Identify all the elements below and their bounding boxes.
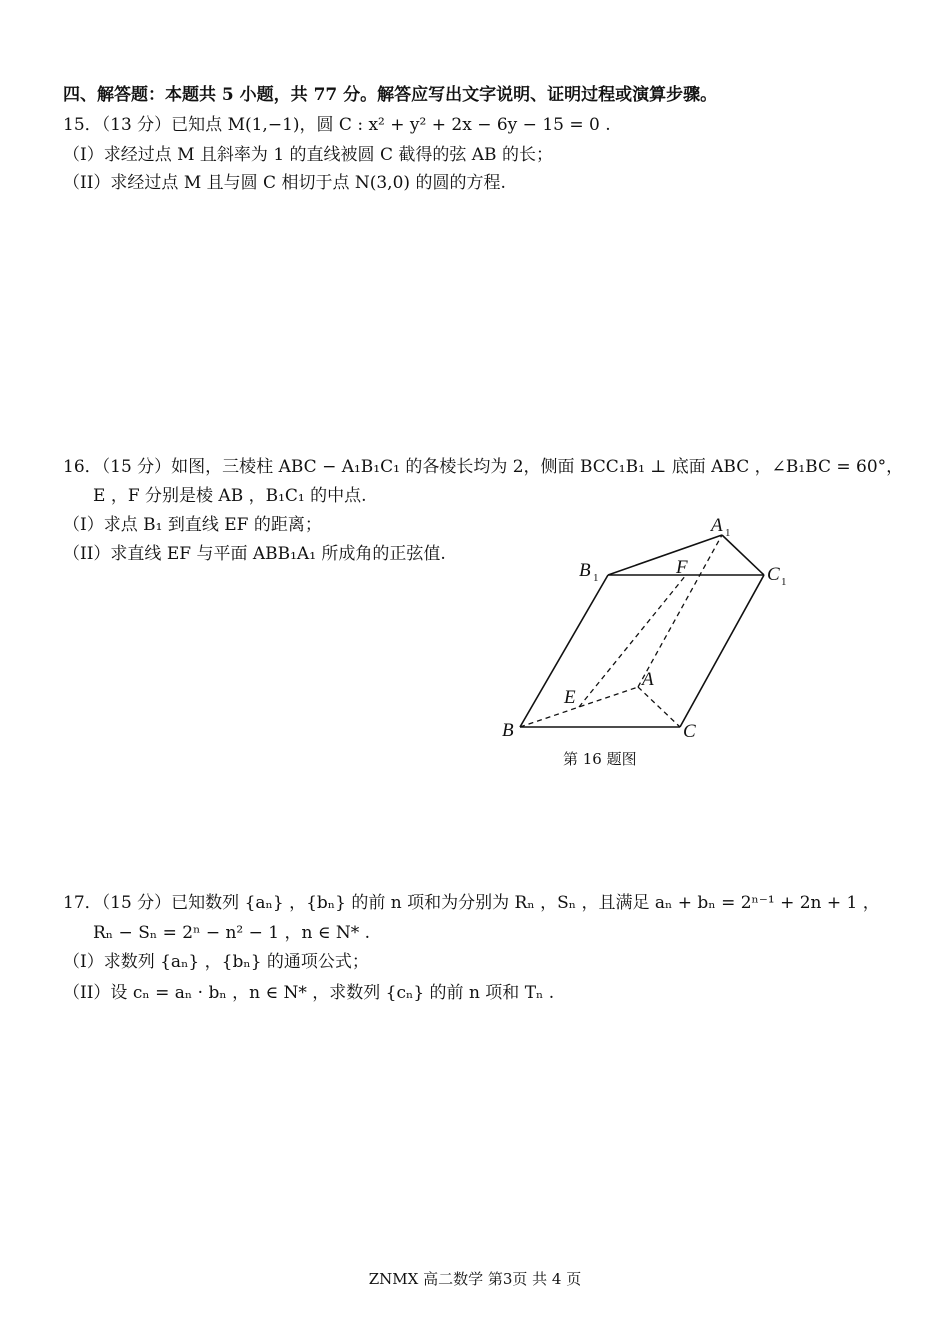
problem-16-stem-continued: E ，F 分别是棱 AB ，B₁C₁ 的中点. <box>93 486 367 506</box>
problem-17-part-2: （II）设 cₙ = aₙ · bₙ ，n ∈ N* ，求数列 {cₙ} 的前 n 项和 Tₙ . <box>63 983 555 1003</box>
prism-figure <box>490 505 820 750</box>
page-footer: ZNMX 高二数学 第3页 共 4 页 <box>368 1270 582 1288</box>
problem-17-part-1: （I）求数列 {aₙ} ，{bₙ} 的通项公式； <box>63 952 369 972</box>
label-A1: A <box>711 515 723 536</box>
problem-15-part-2: （II）求经过点 M 且与圆 C 相切于点 N(3,0) 的圆的方程. <box>63 173 506 193</box>
label-C: C <box>683 721 696 742</box>
label-B1: B <box>579 560 591 581</box>
problem-17-stem: 17．（15 分）已知数列 {aₙ} ，{bₙ} 的前 n 项和为分别为 Rₙ ，Sₙ ，且满足 aₙ + bₙ = 2ⁿ⁻¹ + 2n + 1 ， <box>63 893 880 913</box>
edge-C-C1 <box>680 575 764 727</box>
edge-B1-A1 <box>608 535 722 575</box>
edge-A1-C1 <box>722 535 764 575</box>
problem-17-stem-continued: Rₙ − Sₙ = 2ⁿ − n² − 1 ，n ∈ N* . <box>93 923 371 943</box>
problem-16-part-1: （I）求点 B₁ 到直线 EF 的距离； <box>63 515 322 535</box>
segment-E-F <box>579 575 686 707</box>
label-A1-sub: 1 <box>725 527 731 539</box>
label-F: F <box>676 557 688 578</box>
problem-15-stem: 15．（13 分）已知点 M(1,−1)，圆 C : x² + y² + 2x − 6y − 15 = 0 . <box>63 115 611 135</box>
label-A: A <box>642 669 654 690</box>
label-E: E <box>564 687 576 708</box>
label-B1-sub: 1 <box>593 572 599 584</box>
label-B: B <box>502 720 514 741</box>
section-header: 四、解答题：本题共 5 小题，共 77 分。解答应写出文字说明、证明过程或演算步骤。 <box>63 85 718 105</box>
label-C1-sub: 1 <box>781 576 787 588</box>
figure-caption: 第 16 题图 <box>563 750 637 768</box>
label-C1: C <box>767 564 780 585</box>
edge-A-C <box>638 687 680 727</box>
problem-16-part-2: （II）求直线 EF 与平面 ABB₁A₁ 所成角的正弦值. <box>63 544 446 564</box>
problem-16-stem: 16．（15 分）如图，三棱柱 ABC − A₁B₁C₁ 的各棱长均为 2，侧面 BCC₁B₁ ⊥ 底面 ABC ，∠B₁BC = 60°， <box>63 457 904 477</box>
problem-15-part-1: （I）求经过点 M 且斜率为 1 的直线被圆 C 截得的弦 AB 的长； <box>63 145 553 165</box>
